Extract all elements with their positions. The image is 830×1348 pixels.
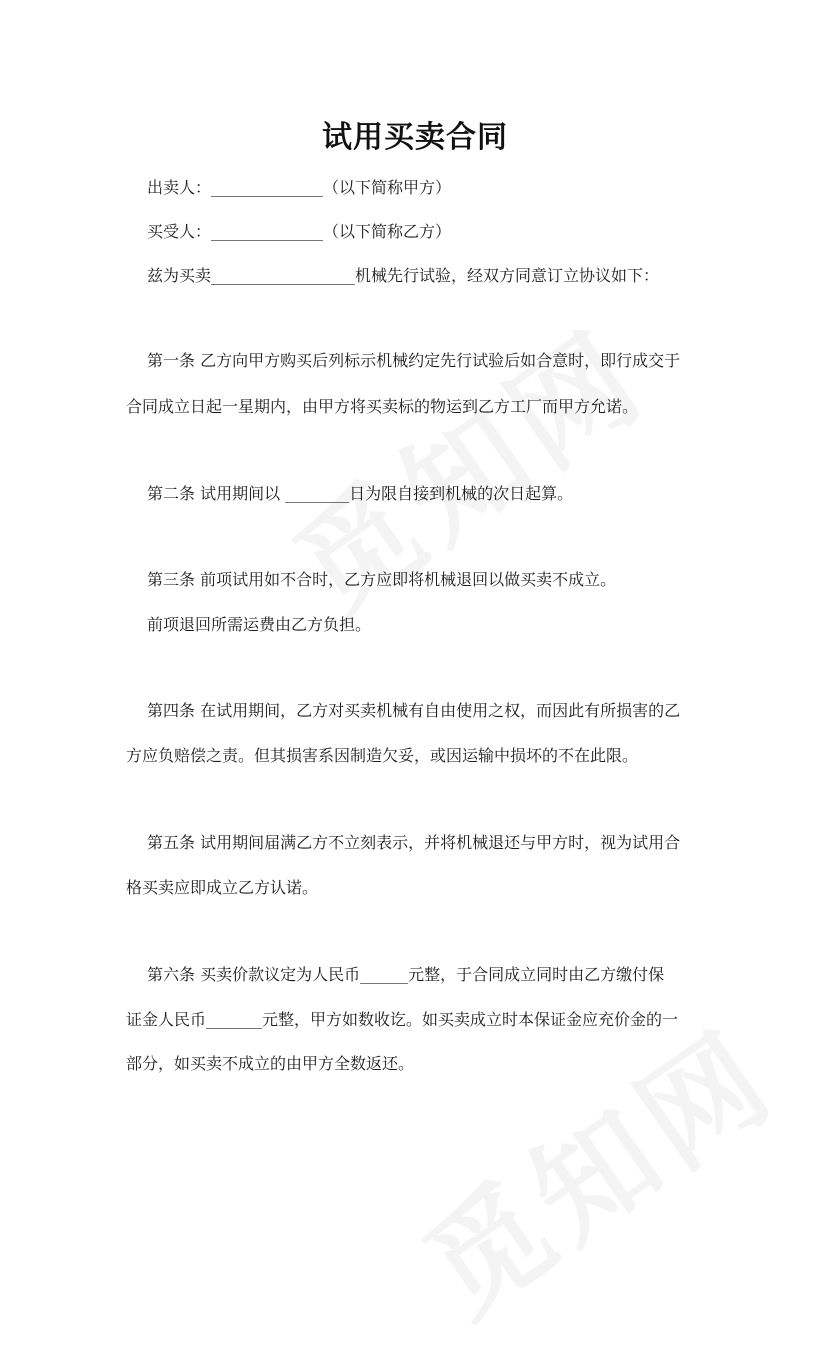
article-6-line-3: 部分，如买卖不成立的由甲方全数返还。 [126, 1054, 415, 1073]
buyer-line: 买受人：______________（以下简称乙方） [147, 222, 452, 241]
article-4-line-2: 方应负赔偿之责。但其损害系因制造欠妥，或因运输中损坏的不在此限。 [126, 746, 639, 765]
article-1-line-2: 合同成立日起一星期内，由甲方将买卖标的物运到乙方工厂而甲方允诺。 [126, 397, 639, 416]
watermark [256, 284, 674, 649]
article-6-line-2: 证金人民币_______元整，甲方如数收讫。如买卖成立时本保证金应充价金的一 [126, 1010, 679, 1029]
article-2-line-1: 第二条 试用期间以 ________日为限自接到机械的次日起算。 [147, 484, 574, 503]
article-6-line-1: 第六条 买卖价款议定为人民币______元整，于合同成立同时由乙方缴付保 [147, 965, 665, 984]
watermark [386, 984, 804, 1348]
seller-line: 出卖人：______________（以下简称甲方） [147, 178, 452, 197]
preamble-line: 兹为买卖__________________机械先行试验，经双方同意订立协议如下： [147, 266, 660, 285]
article-1-line-1: 第一条 乙方向甲方购买后列标示机械约定先行试验后如合意时，即行成交于 [147, 351, 681, 370]
article-3-line-2: 前项退回所需运费由乙方负担。 [147, 615, 372, 634]
article-3-line-1: 第三条 前项试用如不合时，乙方应即将机械退回以做买卖不成立。 [147, 570, 617, 589]
article-5-line-2: 格买卖应即成立乙方认诺。 [126, 878, 319, 897]
article-5-line-1: 第五条 试用期间届满乙方不立刻表示，并将机械退还与甲方时，视为试用合 [147, 833, 681, 852]
document-title: 试用买卖合同 [322, 120, 508, 155]
article-4-line-1: 第四条 在试用期间，乙方对买卖机械有自由使用之权，而因此有所损害的乙 [147, 701, 681, 720]
